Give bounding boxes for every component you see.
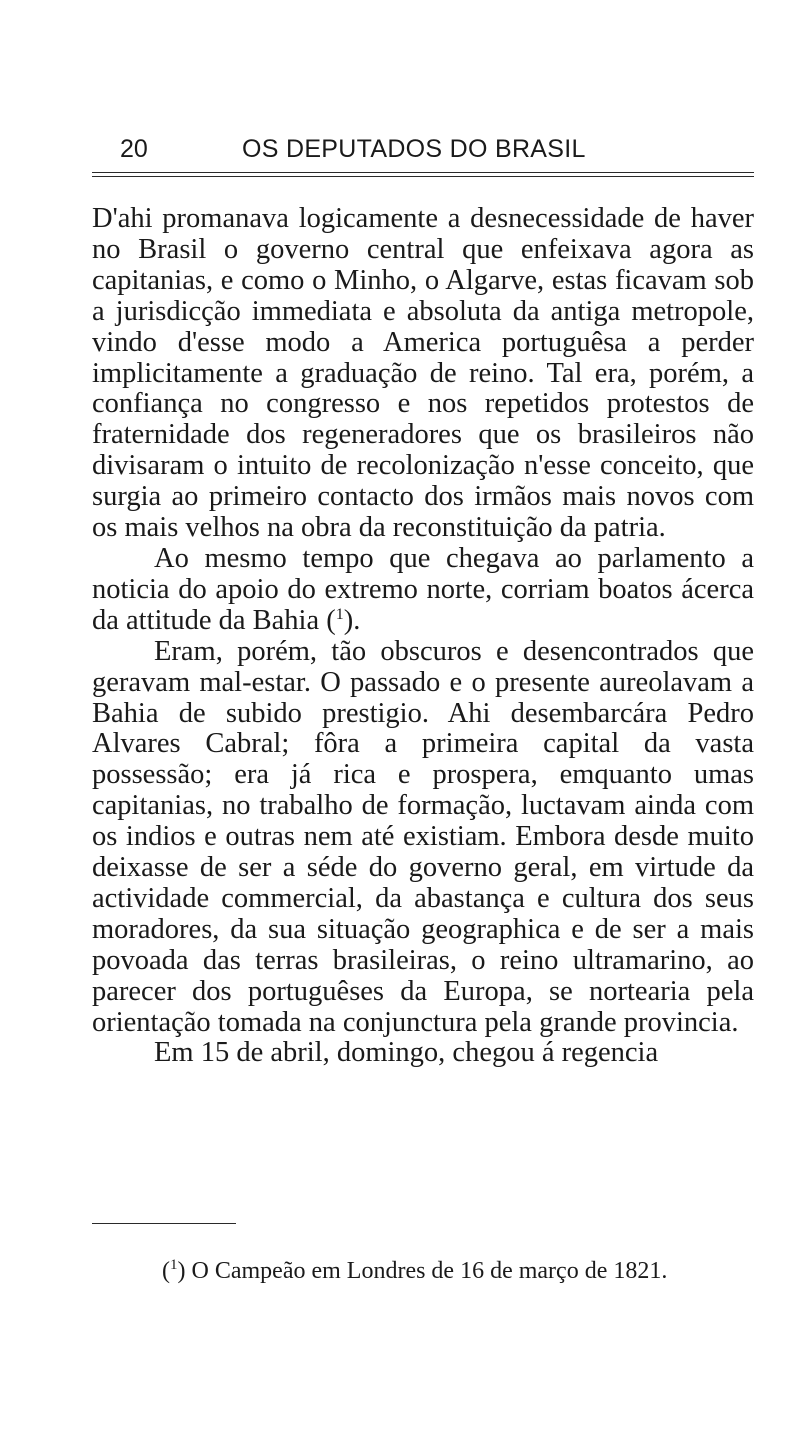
paragraph-2	[92, 544, 754, 637]
footnote-open-paren: (	[162, 1258, 170, 1284]
running-title: OS DEPUTADOS DO BRASIL	[242, 135, 586, 163]
footnote-separator	[92, 1223, 236, 1224]
page-header	[92, 133, 754, 167]
footnote-marker: 1	[170, 1257, 178, 1273]
footnote-close-paren: )	[177, 1258, 186, 1284]
footnote	[92, 1254, 754, 1288]
paragraph-4: Em 15 de abril, domingo, chegou á regencia	[154, 1037, 659, 1069]
footnote-reference: 1	[335, 605, 344, 623]
footnote-text: O Campeão em Londres de 16 de março de 1821.	[185, 1258, 668, 1284]
paragraph-1: D'ahi promanava logicamente a desnecessidade de haver no Brasil o governo central que enfeixava agora as capitanias, e como o Minho, o Algarve, estas ficavam sob a jurisdicção immediata e absoluta da antiga metropole, vindo d'esse modo a America portuguêsa a perder implicitamente a graduação de reino. Tal era, porém, a confiança no congresso e nos repetidos protestos de fraternidade dos regeneradores que os brasileiros não divisaram o intuito de recolonização n'esse conceito, que surgia ao primeiro contacto dos irmãos mais novos com os mais velhos na obra da reconstituição da patria.	[92, 203, 754, 544]
header-rule-second	[92, 176, 754, 177]
page-number: 20	[120, 135, 148, 163]
body-text	[92, 204, 754, 1069]
header-rule	[92, 172, 754, 173]
paragraph-3: Eram, porém, tão obscuros e desencontrados que geravam mal-estar. O passado e o presente aureolavam a Bahia de subido prestigio. Ahi desembarcára Pedro Alvares Cabral; fôra a primeira capital da vasta possessão; era já rica e prospera, emquanto umas capitanias, no trabalho de formação, luctavam ainda com os indios e outras nem até existiam. Embora desde muito deixasse de ser a séde do governo geral, em virtude da actividade commercial, da abastança e cultura dos seus moradores, da sua situação geographica e de ser a mais povoada das terras brasileiras, o reino ultramarino, ao parecer dos portuguêses da Europa, se nortearia pela orientação tomada na conjunctura pela grande provincia.	[92, 635, 754, 1038]
paragraph-2-text: Ao mesmo tempo que chegava ao parlamento a noticia do apoio do extremo norte, corriam boatos ácerca da attitude da Bahia (	[92, 542, 754, 636]
paragraph-2-end: ).	[343, 604, 361, 636]
